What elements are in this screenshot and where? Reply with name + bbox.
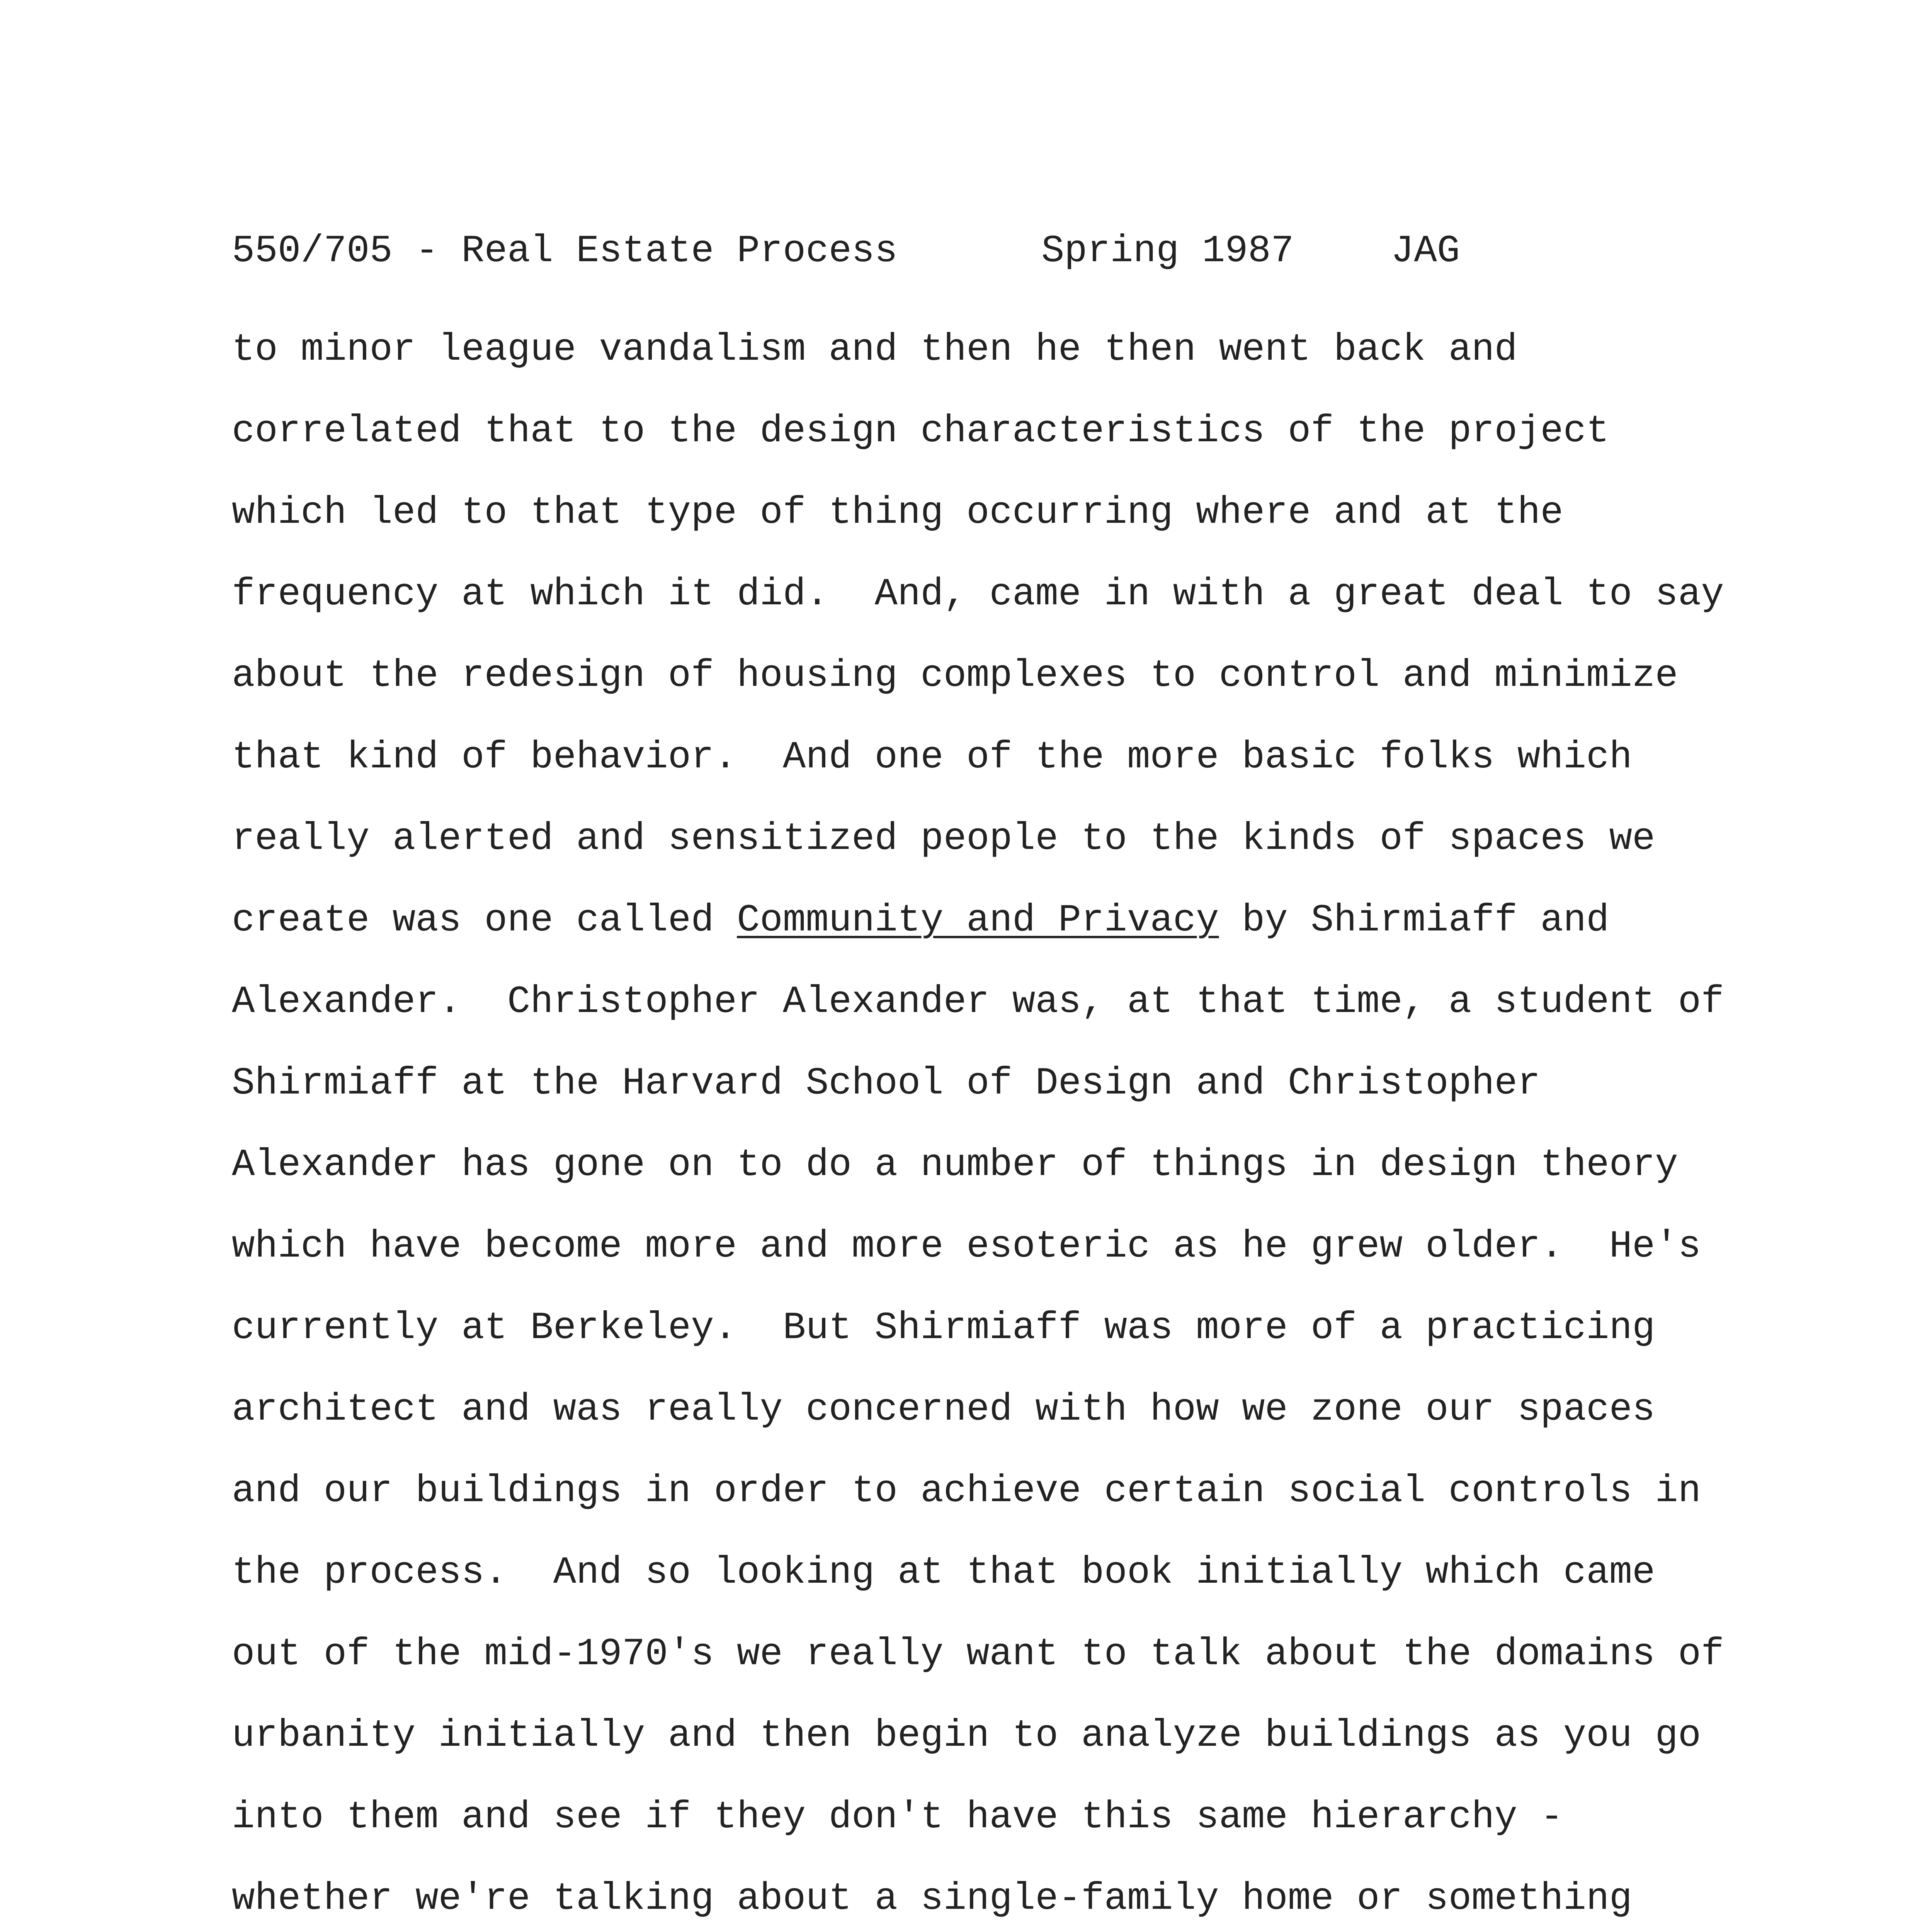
text-line: correlated that to the design characteristics of the project <box>232 410 1609 453</box>
text-line: about the redesign of housing complexes to control and minimize <box>232 654 1678 697</box>
text-line: Alexander. Christopher Alexander was, at that time, a student of <box>232 980 1724 1024</box>
text-line: architect and was really concerned with how we zone our spaces <box>232 1388 1655 1431</box>
text-line: Shirmiaff at the Harvard School of Design and Christopher <box>232 1062 1541 1105</box>
text-line: and our buildings in order to achieve certain social controls in <box>232 1469 1701 1513</box>
text-line: the process. And so looking at that book initially which came <box>232 1551 1655 1594</box>
text-fragment: by Shirmiaff and <box>1219 899 1609 942</box>
transcript-body <box>232 309 1777 1932</box>
text-line: really alerted and sensitized people to the kinds of spaces we <box>232 817 1655 861</box>
text-line: frequency at which it did. And, came in with a great deal to say <box>232 573 1724 616</box>
text-line: which have become more and more esoteric as he grew older. He's <box>232 1225 1701 1268</box>
text-fragment: create was one called <box>232 899 737 942</box>
text-line: out of the mid-1970's we really want to talk about the domains of <box>232 1633 1724 1676</box>
text-line: that kind of behavior. And one of the more basic folks which <box>232 736 1632 779</box>
text-line: currently at Berkeley. But Shirmiaff was more of a practicing <box>232 1306 1655 1350</box>
text-line: which led to that type of thing occurring where and at the <box>232 491 1563 534</box>
author-initials: JAG <box>1391 230 1460 273</box>
text-line-with-book-title <box>232 880 1777 961</box>
text-line: Alexander has gone on to do a number of things in design theory <box>232 1143 1678 1187</box>
term-label: Spring 1987 <box>1041 230 1294 273</box>
course-title: 550/705 - Real Estate Process <box>232 230 898 273</box>
book-title: Community and Privacy <box>737 899 1219 942</box>
text-line: to minor league vandalism and then he then went back and <box>232 328 1517 371</box>
text-line: whether we're talking about a single-family home or something <box>232 1877 1632 1920</box>
text-line: into them and see if they don't have this same hierarchy - <box>232 1796 1563 1839</box>
text-line: urbanity initially and then begin to analyze buildings as you go <box>232 1714 1701 1757</box>
page-header <box>232 228 1460 274</box>
